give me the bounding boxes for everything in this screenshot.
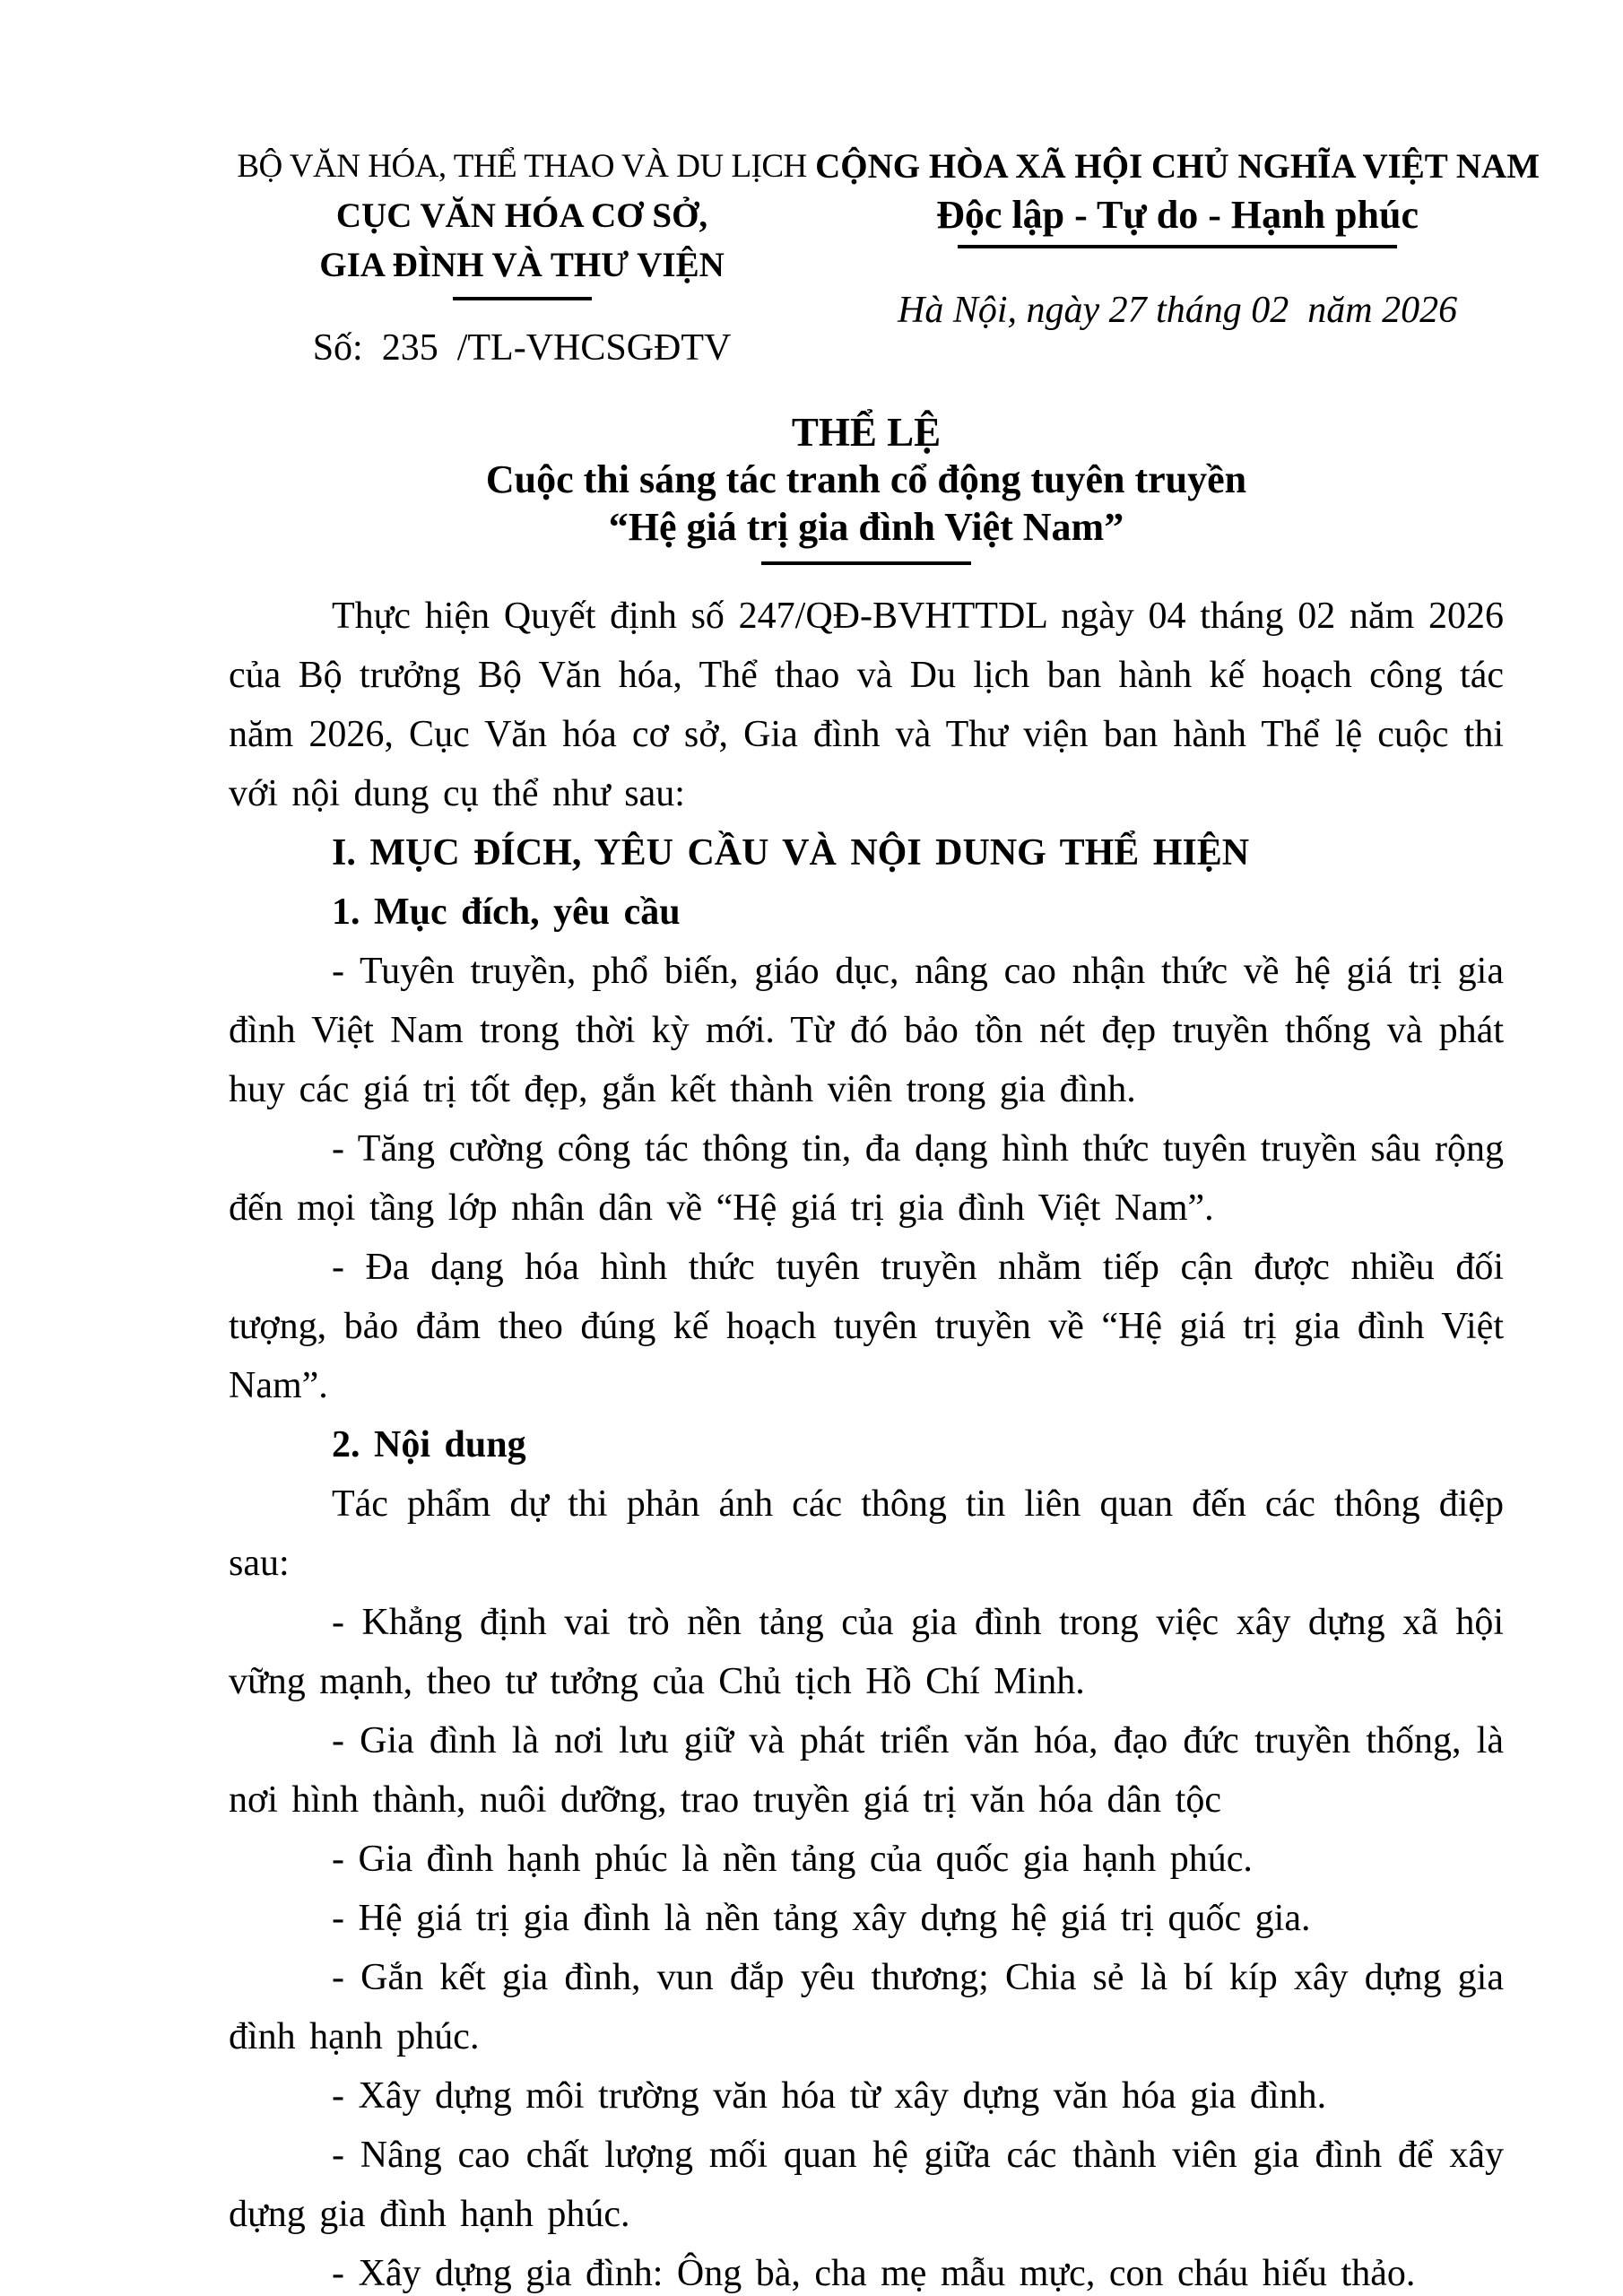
- document-body: [229, 587, 1504, 2296]
- subsection-1-heading: 1. Mục đích, yêu cầu: [332, 891, 681, 933]
- document-subtitle-quoted: “Hệ giá trị gia đình Việt Nam”: [608, 505, 1124, 549]
- message-item: - Gắn kết gia đình, vun đắp yêu thương; Chia sẻ là bí kíp xây dựng gia đình hạnh phúc.: [229, 1957, 1504, 2057]
- national-header-block: [815, 142, 1540, 335]
- section-1-heading: I. MỤC ĐÍCH, YÊU CẦU VÀ NỘI DUNG THỂ HIỆN: [332, 832, 1250, 874]
- document-title: THỂ LỆ: [791, 410, 942, 455]
- national-title: CỘNG HÒA XÃ HỘI CHỦ NGHĨA VIỆT NAM: [815, 147, 1541, 186]
- document-title-block: [229, 409, 1504, 565]
- content-intro: Tác phẩm dự thi phản ánh các thông tin liên quan đến các thông điệp sau:: [229, 1483, 1504, 1584]
- document-content: [229, 142, 1541, 2296]
- message-item: - Gia đình hạnh phúc là nền tảng của quốc gia hạnh phúc.: [332, 1839, 1253, 1880]
- intro-paragraph: Thực hiện Quyết định số 247/QĐ-BVHTTDL ngày 04 tháng 02 năm 2026 của Bộ trưởng Bộ Văn hóa, Thể thao và Du lịch ban hành kế hoạch công tác năm 2026, Cục Văn hóa cơ sở, Gia đình và Thư viện ban hành Thể lệ cuộc thi với nội dung cụ thể như sau:: [229, 596, 1504, 814]
- agency-underline: [453, 297, 592, 300]
- place-and-date: Hà Nội, ngày 27 tháng 02 năm 2026: [897, 290, 1458, 331]
- message-item: - Khẳng định vai trò nền tảng của gia đình trong việc xây dựng xã hội vững mạnh, theo tư tưởng của Chủ tịch Hồ Chí Minh.: [229, 1602, 1504, 1702]
- document-number: Số: 235 /TL-VHCSGĐTV: [312, 327, 732, 369]
- purpose-item: - Tuyên truyền, phổ biến, giáo dục, nâng cao nhận thức về hệ giá trị gia đình Việt Nam trong thời kỳ mới. Từ đó bảo tồn nét đẹp truyền thống và phát huy các giá trị tốt đẹp, gắn kết thành viên trong gia đình.: [229, 951, 1504, 1110]
- issuing-agency-block: [229, 142, 815, 373]
- motto-underline: [958, 245, 1397, 248]
- message-item: - Hệ giá trị gia đình là nền tảng xây dựng hệ giá trị quốc gia.: [332, 1898, 1311, 1939]
- purpose-item: - Tăng cường công tác thông tin, đa dạng hình thức tuyên truyền sâu rộng đến mọi tầng lớp nhân dân về “Hệ giá trị gia đình Việt Nam”.: [229, 1128, 1504, 1229]
- agency-name-line1: CỤC VĂN HÓA CƠ SỞ,: [335, 196, 708, 235]
- message-item: - Gia đình là nơi lưu giữ và phát triển văn hóa, đạo đức truyền thống, là nơi hình thành, nuôi dưỡng, trao truyền giá trị văn hóa dân tộc: [229, 1720, 1504, 1821]
- document-subtitle: Cuộc thi sáng tác tranh cổ động tuyên truyền: [485, 457, 1247, 501]
- message-item: - Xây dựng môi trường văn hóa từ xây dựng văn hóa gia đình.: [332, 2075, 1327, 2117]
- message-item: - Nâng cao chất lượng mối quan hệ giữa các thành viên gia đình để xây dựng gia đình hạnh phúc.: [229, 2135, 1504, 2235]
- message-item: - Xây dựng gia đình: Ông bà, cha mẹ mẫu mực, con cháu hiếu thảo.: [332, 2253, 1416, 2294]
- purpose-item: - Đa dạng hóa hình thức tuyên truyền nhằm tiếp cận được nhiều đối tượng, bảo đảm theo đúng kế hoạch tuyên truyền về “Hệ giá trị gia đình Việt Nam”.: [229, 1247, 1504, 1406]
- national-motto: Độc lập - Tự do - Hạnh phúc: [936, 193, 1419, 237]
- subsection-2-heading: 2. Nội dung: [332, 1424, 526, 1465]
- agency-name-line2: GIA ĐÌNH VÀ THƯ VIỆN: [319, 246, 725, 284]
- parent-agency-name: BỘ VĂN HÓA, THỂ THAO VÀ DU LỊCH: [237, 148, 807, 185]
- title-underline: [761, 561, 971, 565]
- document-header: [229, 142, 1541, 373]
